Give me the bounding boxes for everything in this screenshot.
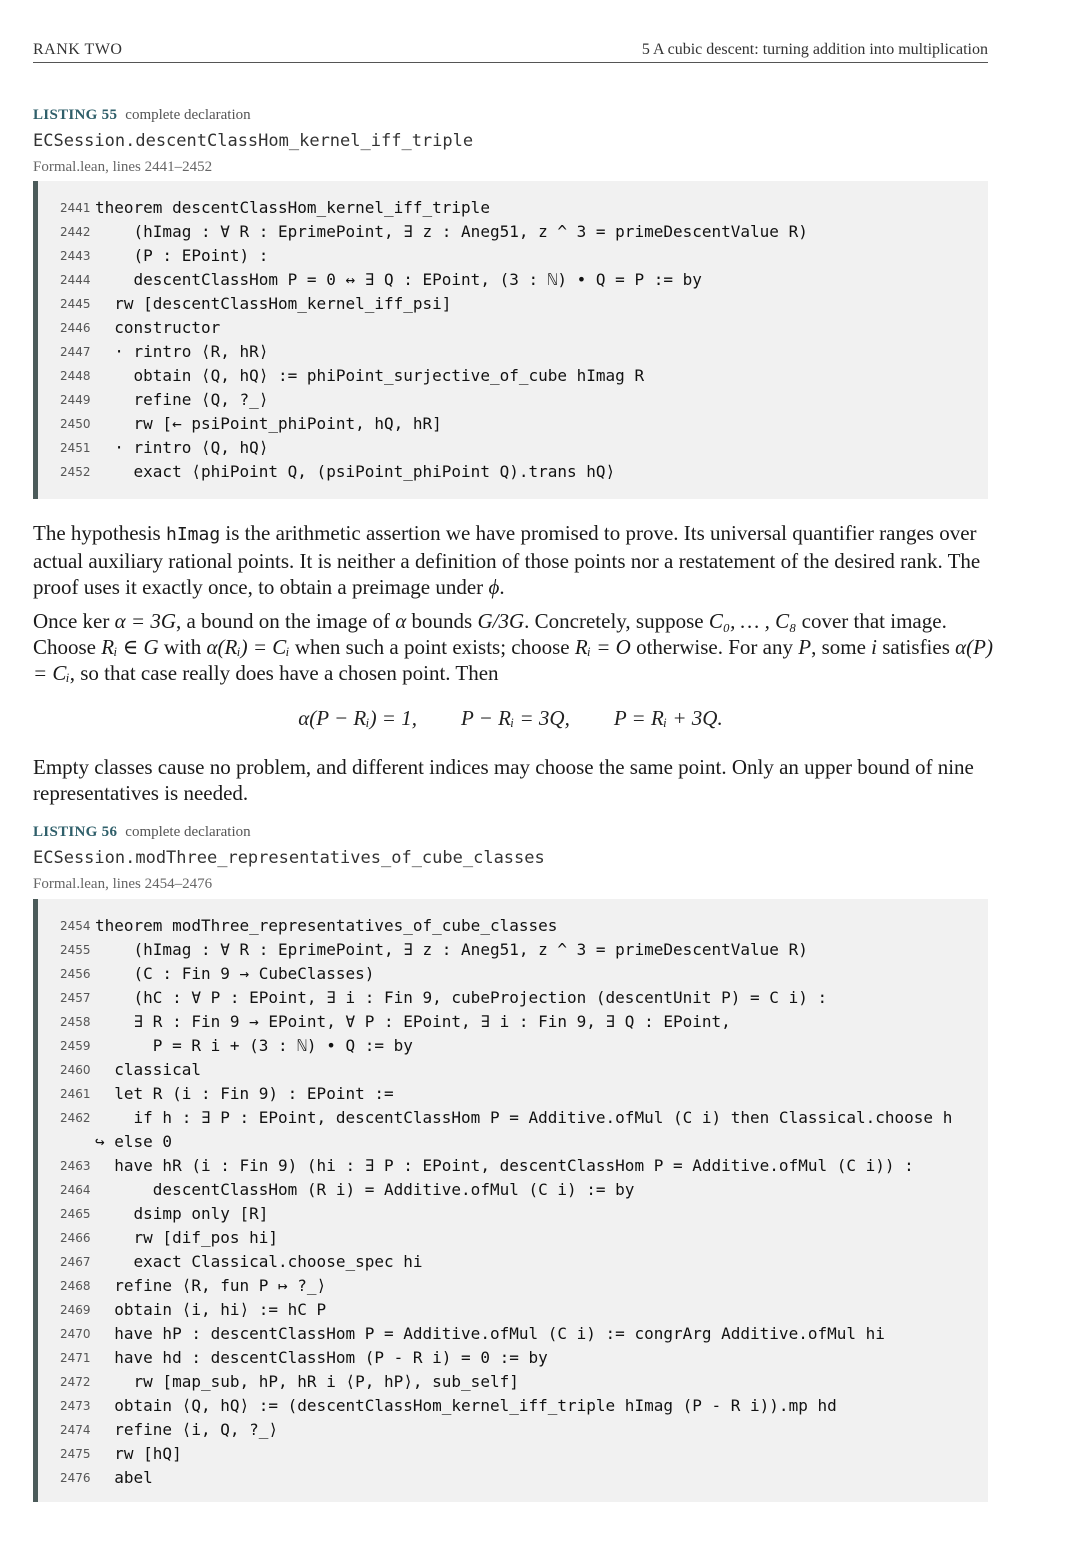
code-line [38,1034,988,1058]
line-number: 2448 [60,369,91,383]
text: when such a point exists; choose [289,635,575,659]
code-line [38,1250,988,1274]
line-number: 2444 [60,273,91,287]
line-number: 2455 [60,943,91,957]
code-line [38,388,988,412]
code-line [38,244,988,268]
math: α = 3G [114,609,176,633]
line-number: 2459 [60,1039,91,1053]
code-line [38,1370,988,1394]
paragraph-hypothesis [33,520,993,600]
code-line [38,364,988,388]
code-text: abel [95,1468,153,1487]
code-text: rw [← psiPoint_phiPoint, hQ, hR] [95,414,442,433]
code-line [38,1058,988,1082]
code-text: · rintro ⟨Q, hQ⟩ [95,438,269,457]
line-number: 2467 [60,1255,91,1269]
code-line [38,1226,988,1250]
listing-description: complete declaration [125,824,251,840]
code-text: rw [dif_pos hi] [95,1228,279,1247]
code-text: let R (i : Fin 9) : EPoint := [95,1084,394,1103]
math-phi: ϕ [488,575,500,599]
code-text: (hImag : ∀ R : EprimePoint, ∃ z : Aneg51, z ^ 3 = primeDescentValue R) [95,222,808,241]
code-text: refine ⟨R, fun P ↦ ?_⟩ [95,1276,327,1295]
line-number: 2468 [60,1279,91,1293]
line-number: 2469 [60,1303,91,1317]
text: with [158,635,207,659]
code-line [38,436,988,460]
math: C₀, … , C₈ [708,609,797,633]
math: α(Rᵢ) = Cᵢ [206,635,290,659]
code-text: (C : Fin 9 → CubeClasses) [95,964,375,983]
code-text: descentClassHom (R i) = Additive.ofMul (C i) := by [95,1180,635,1199]
line-number: 2447 [60,345,91,359]
code-line [38,1394,988,1418]
line-number: 2474 [60,1423,91,1437]
code-text: ↪ else 0 [95,1132,173,1151]
code-line [38,938,988,962]
code-line [38,1130,988,1154]
header-right: 5 A cubic descent: turning addition into multiplication [641,41,988,58]
line-number: 2445 [60,297,91,311]
code-line [38,316,988,340]
code-text: (hC : ∀ P : EPoint, ∃ i : Fin 9, cubeProjection (descentUnit P) = C i) : [95,988,828,1007]
code-text: (hImag : ∀ R : EprimePoint, ∃ z : Aneg51, z ^ 3 = primeDescentValue R) [95,940,808,959]
text: otherwise. For any [630,635,799,659]
line-number: 2463 [60,1159,91,1173]
code-line [38,196,988,220]
code-text: · rintro ⟨R, hR⟩ [95,342,269,361]
line-number: 2465 [60,1207,91,1221]
code-text: exact Classical.choose_spec hi [95,1252,423,1271]
code-line [38,412,988,436]
line-number: 2466 [60,1231,91,1245]
text: . Concretely, suppose [524,609,709,633]
text: bounds [406,609,478,633]
line-number: 2472 [60,1375,91,1389]
equation-part-1: α(P − Rᵢ) = 1, [298,706,417,730]
code-text: obtain ⟨Q, hQ⟩ := phiPoint_surjective_of_cube hImag R [95,366,645,385]
code-text: have hR (i : Fin 9) (hi : ∃ P : EPoint, descentClassHom P = Additive.ofMul (C i)) : [95,1156,914,1175]
code-line [38,1154,988,1178]
code-block-55 [33,181,988,499]
line-number: 2446 [60,321,91,335]
code-text: obtain ⟨Q, hQ⟩ := (descentClassHom_kernel_iff_triple hImag (P - R i)).mp hd [95,1396,837,1415]
listing-number: LISTING 56 [33,824,118,840]
code-line [38,1322,988,1346]
paragraph-kernel [33,608,993,686]
line-number: 2473 [60,1399,91,1413]
code-line [38,340,988,364]
equation-part-3: P = Rᵢ + 3Q. [613,706,723,730]
code-text: classical [95,1060,201,1079]
math: P [798,635,812,659]
math: Rᵢ ∈ G [101,635,159,659]
code-text: ∃ R : Fin 9 → EPoint, ∀ P : EPoint, ∃ i : Fin 9, ∃ Q : EPoint, [95,1012,731,1031]
line-number: 2458 [60,1015,91,1029]
listing-56-caption [33,824,251,841]
code-text: constructor [95,318,221,337]
line-number: 2450 [60,417,91,431]
code-line [38,292,988,316]
code-text: refine ⟨i, Q, ?_⟩ [95,1420,279,1439]
math: i [871,635,877,659]
listing-55-source: Formal.lean, lines 2441–2452 [33,159,213,175]
code-line [38,1466,988,1490]
line-number: 2442 [60,225,91,239]
code-text: descentClassHom P = 0 ↔ ∃ Q : EPoint, (3 : ℕ) • Q = P := by [95,270,702,289]
header-left: RANK TWO [33,41,123,58]
line-number: 2456 [60,967,91,981]
code-text: if h : ∃ P : EPoint, descentClassHom P = Additive.ofMul (C i) then Classical.choose h [95,1108,953,1127]
code-line [38,1010,988,1034]
code-line [38,1082,988,1106]
line-number: 2476 [60,1471,91,1485]
code-text: refine ⟨Q, ?_⟩ [95,390,269,409]
code-line [38,1346,988,1370]
text: , a bound on the image of [175,609,396,633]
listing-55-name: ECSession.descentClassHom_kernel_iff_triple [33,131,474,151]
code-text: dsimp only [R] [95,1204,269,1223]
paragraph-empty-classes: Empty classes cause no problem, and different indices may choose the same point. Only an upper bound of nine representatives is needed. [33,755,974,805]
code-text: obtain ⟨i, hi⟩ := hC P [95,1300,327,1319]
line-number: 2461 [60,1087,91,1101]
code-text: have hd : descentClassHom (P - R i) = 0 := by [95,1348,548,1367]
text: is the arithmetic assertion we have promised to prove. Its universal quantifier ranges over actual auxiliary rational points. It is neither a definition of those points nor a restatement of the desired rank. The proof uses it exactly once, to obtain a preimage under [33,521,981,599]
line-number: 2451 [60,441,91,455]
text: . [499,575,505,599]
listing-56-name: ECSession.modThree_representatives_of_cube_classes [33,848,545,868]
code-line [38,1202,988,1226]
line-number: 2443 [60,249,91,263]
code-line [38,986,988,1010]
running-header [33,37,988,63]
math: α(P) = Cᵢ [33,635,993,685]
line-number: 2454 [60,919,91,933]
line-number: 2460 [60,1063,91,1077]
code-text: P = R i + (3 : ℕ) • Q := by [95,1036,413,1055]
code-text: exact ⟨phiPoint Q, (psiPoint_phiPoint Q).trans hQ⟩ [95,462,616,481]
text: The hypothesis [33,521,166,545]
line-number: 2449 [60,393,91,407]
line-number: 2457 [60,991,91,1005]
code-line [38,220,988,244]
code-text: (P : EPoint) : [95,246,269,265]
line-number: 2441 [60,201,91,215]
line-number: 2462 [60,1111,91,1125]
text: , some [811,635,872,659]
code-line [38,1178,988,1202]
code-line [38,1106,988,1130]
line-number: 2464 [60,1183,91,1197]
code-line [38,1298,988,1322]
code-text: rw [map_sub, hP, hR i ⟨P, hP⟩, sub_self] [95,1372,519,1391]
line-number: 2452 [60,465,91,479]
code-line [38,962,988,986]
code-line [38,1418,988,1442]
math: Rᵢ = O [574,635,631,659]
line-number: 2470 [60,1327,91,1341]
code-line [38,460,988,484]
code-line [38,914,988,938]
code-text: theorem descentClassHom_kernel_iff_triple [95,198,490,217]
code-text: rw [hQ] [95,1444,182,1463]
listing-number: LISTING 55 [33,107,118,123]
code-block-56 [33,899,988,1502]
math: α [395,609,407,633]
line-number: 2471 [60,1351,91,1365]
code-text: have hP : descentClassHom P = Additive.ofMul (C i) := congrArg Additive.ofMul hi [95,1324,885,1343]
listing-55-caption [33,107,251,124]
code-text: theorem modThree_representatives_of_cube_classes [95,916,558,935]
display-equation [33,706,988,731]
listing-56-source: Formal.lean, lines 2454–2476 [33,876,213,892]
text: cover that image. Choose [33,609,947,659]
text: satisfies [876,635,956,659]
inline-code: hImag [165,524,221,545]
text: , so that case really does have a chosen point. Then [69,661,499,685]
line-number: 2475 [60,1447,91,1461]
equation-part-2: P − Rᵢ = 3Q, [460,706,570,730]
code-line [38,1442,988,1466]
code-line [38,268,988,292]
code-text: rw [descentClassHom_kernel_iff_psi] [95,294,452,313]
math: G/3G [477,609,525,633]
listing-description: complete declaration [125,107,251,123]
code-line [38,1274,988,1298]
text: Once ker [33,609,115,633]
